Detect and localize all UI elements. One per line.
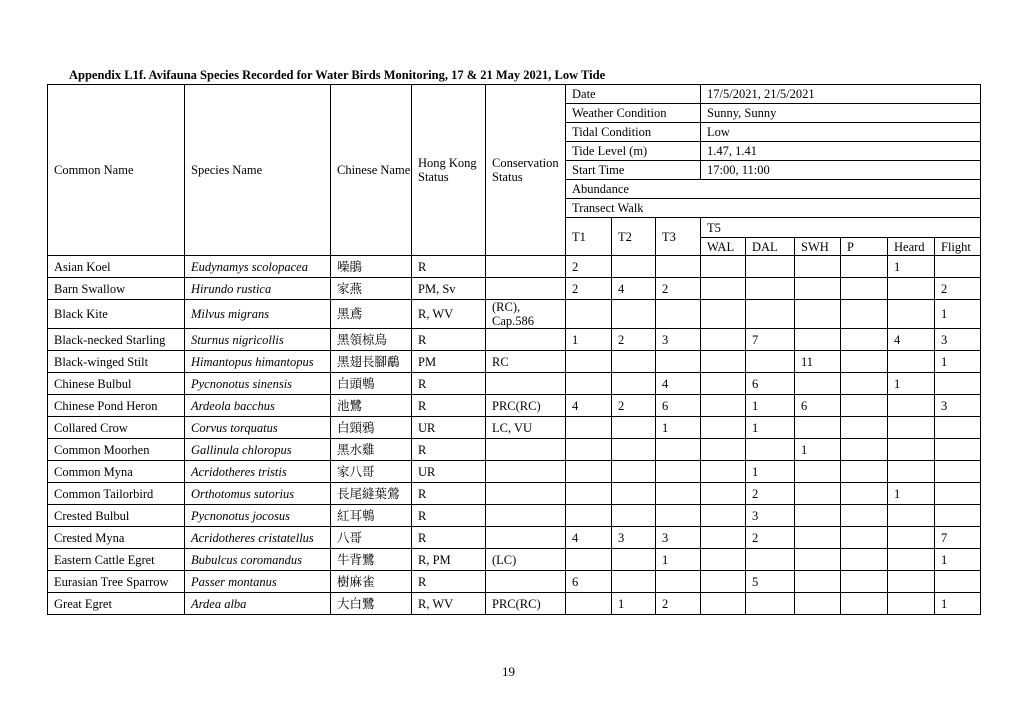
cell-swh [795,278,841,300]
cell-p [841,373,888,395]
cell-p [841,329,888,351]
cell-wal [701,300,746,329]
cell-t1: 2 [566,278,612,300]
cell-cons [486,505,566,527]
header-t5: T5 [701,218,981,238]
header-p: P [841,238,888,256]
cell-t1 [566,483,612,505]
cell-t3 [656,571,701,593]
cell-t2 [612,483,656,505]
table-row [48,439,981,461]
cell-swh [795,329,841,351]
cell-p [841,351,888,373]
cell-chinese: 黑領椋鳥 [331,329,412,351]
cell-hk: UR [412,461,486,483]
cell-wal [701,395,746,417]
cell-wal [701,527,746,549]
cell-swh: 6 [795,395,841,417]
cell-species: Pycnonotus jocosus [185,505,331,527]
cell-flight: 7 [935,527,981,549]
cell-chinese: 白頭鵯 [331,373,412,395]
cell-cons: PRC(RC) [486,395,566,417]
start-time-label: Start Time [566,161,701,180]
tidal-value: Low [701,123,981,142]
table-title: Appendix L1f. Avifauna Species Recorded for Water Birds Monitoring, 17 & 21 May 2021, Low Tide [69,68,606,82]
cell-heard [888,300,935,329]
cell-common: Crested Myna [48,527,185,549]
cell-swh [795,373,841,395]
table-row [48,417,981,439]
cell-dal [746,593,795,615]
cell-cons [486,483,566,505]
cell-species: Acridotheres cristatellus [185,527,331,549]
cell-t3: 1 [656,417,701,439]
table-row [48,593,981,615]
cell-common: Chinese Bulbul [48,373,185,395]
table-row [48,571,981,593]
cell-flight [935,461,981,483]
cell-hk: R [412,439,486,461]
cell-common: Black-winged Stilt [48,351,185,373]
table-row [48,527,981,549]
cell-wal [701,505,746,527]
cell-chinese: 紅耳鵯 [331,505,412,527]
cell-t3: 2 [656,593,701,615]
weather-label: Weather Condition [566,104,701,123]
cell-chinese: 長尾縫葉鶯 [331,483,412,505]
cell-swh [795,549,841,571]
header-common-name: Common Name [48,85,185,256]
cell-dal: 2 [746,483,795,505]
cell-swh [795,527,841,549]
cell-t1 [566,439,612,461]
cell-common: Crested Bulbul [48,505,185,527]
weather-value: Sunny, Sunny [701,104,981,123]
header-flight: Flight [935,238,981,256]
cell-t1 [566,300,612,329]
cell-swh: 1 [795,439,841,461]
cell-wal [701,373,746,395]
cell-p [841,300,888,329]
cell-wal [701,417,746,439]
cell-t2: 2 [612,395,656,417]
cell-flight [935,256,981,278]
cell-wal [701,461,746,483]
cell-hk: R, WV [412,300,486,329]
cell-hk: R [412,256,486,278]
cell-common: Common Moorhen [48,439,185,461]
cell-flight: 2 [935,278,981,300]
cell-wal [701,278,746,300]
cell-wal [701,329,746,351]
cell-wal [701,549,746,571]
cell-t1: 4 [566,527,612,549]
cell-wal [701,483,746,505]
cell-wal [701,256,746,278]
cell-species: Ardea alba [185,593,331,615]
cell-t1 [566,549,612,571]
cell-heard [888,439,935,461]
cell-common: Eastern Cattle Egret [48,549,185,571]
cell-t3 [656,439,701,461]
cell-flight [935,439,981,461]
cell-heard [888,549,935,571]
cell-heard [888,461,935,483]
cell-cons: RC [486,351,566,373]
cell-t3 [656,505,701,527]
header-t1: T1 [566,218,612,256]
cell-chinese: 噪鵑 [331,256,412,278]
cell-species: Orthotomus sutorius [185,483,331,505]
cell-dal: 6 [746,373,795,395]
cell-dal [746,256,795,278]
cell-t1 [566,593,612,615]
cell-chinese: 八哥 [331,527,412,549]
cell-dal [746,549,795,571]
cell-swh [795,483,841,505]
cell-heard [888,571,935,593]
header-swh: SWH [795,238,841,256]
cell-cons [486,373,566,395]
cell-p [841,505,888,527]
cell-dal: 2 [746,527,795,549]
cell-flight [935,505,981,527]
cell-cons: (RC), Cap.586 [486,300,566,329]
cell-p [841,256,888,278]
cell-heard [888,527,935,549]
cell-p [841,571,888,593]
cell-t2 [612,439,656,461]
cell-common: Black Kite [48,300,185,329]
cell-dal [746,300,795,329]
header-t2: T2 [612,218,656,256]
cell-hk: R [412,395,486,417]
cell-hk: PM [412,351,486,373]
cell-dal [746,439,795,461]
cell-dal: 5 [746,571,795,593]
cell-species: Himantopus himantopus [185,351,331,373]
header-t3: T3 [656,218,701,256]
cell-flight [935,373,981,395]
cell-hk: UR [412,417,486,439]
cell-species: Hirundo rustica [185,278,331,300]
cell-wal [701,571,746,593]
cell-species: Bubulcus coromandus [185,549,331,571]
cell-species: Sturnus nigricollis [185,329,331,351]
cell-flight: 1 [935,549,981,571]
cell-hk: R [412,527,486,549]
cell-heard [888,505,935,527]
cell-t2 [612,549,656,571]
cell-flight [935,483,981,505]
cell-flight: 1 [935,300,981,329]
cell-heard: 1 [888,483,935,505]
table-row [48,300,981,329]
cell-hk: PM, Sv [412,278,486,300]
table-row [48,256,981,278]
cell-t3 [656,461,701,483]
cell-cons [486,256,566,278]
cell-common: Chinese Pond Heron [48,395,185,417]
cell-p [841,395,888,417]
cell-t1 [566,505,612,527]
cell-flight [935,417,981,439]
cell-flight: 1 [935,351,981,373]
cell-swh [795,417,841,439]
cell-swh: 11 [795,351,841,373]
cell-t1: 4 [566,395,612,417]
cell-flight: 3 [935,329,981,351]
header-wal: WAL [701,238,746,256]
cell-t1 [566,351,612,373]
cell-t3: 4 [656,373,701,395]
page-number: 19 [502,664,515,679]
cell-flight: 3 [935,395,981,417]
cell-t3: 3 [656,527,701,549]
table-row [48,278,981,300]
cell-swh [795,461,841,483]
cell-t2: 3 [612,527,656,549]
cell-wal [701,593,746,615]
cell-chinese: 家八哥 [331,461,412,483]
cell-chinese: 黑水雞 [331,439,412,461]
cell-flight [935,571,981,593]
cell-common: Asian Koel [48,256,185,278]
cell-chinese: 樹麻雀 [331,571,412,593]
cell-hk: R [412,329,486,351]
cell-chinese: 黑翅長腳鷸 [331,351,412,373]
table-row [48,373,981,395]
table-row [48,505,981,527]
cell-p [841,278,888,300]
cell-hk: R [412,373,486,395]
cell-hk: R [412,483,486,505]
cell-t1: 6 [566,571,612,593]
cell-t2: 1 [612,593,656,615]
cell-t2: 4 [612,278,656,300]
cell-heard [888,351,935,373]
cell-wal [701,351,746,373]
abundance-label: Abundance [566,180,981,199]
cell-t3 [656,256,701,278]
cell-heard: 1 [888,373,935,395]
cell-p [841,417,888,439]
cell-species: Ardeola bacchus [185,395,331,417]
cell-hk: R, PM [412,549,486,571]
cell-t2 [612,417,656,439]
cell-t3: 1 [656,549,701,571]
cell-t2: 2 [612,329,656,351]
cell-p [841,527,888,549]
table-row [48,549,981,571]
cell-heard [888,417,935,439]
cell-t3: 2 [656,278,701,300]
cell-wal [701,439,746,461]
cell-chinese: 大白鷺 [331,593,412,615]
cell-t1: 2 [566,256,612,278]
cell-t3 [656,351,701,373]
cell-cons: LC, VU [486,417,566,439]
tidal-label: Tidal Condition [566,123,701,142]
cell-swh [795,593,841,615]
cell-p [841,593,888,615]
cell-p [841,549,888,571]
cell-common: Collared Crow [48,417,185,439]
start-time-value: 17:00, 11:00 [701,161,981,180]
table-row [48,483,981,505]
cell-p [841,483,888,505]
cell-t2 [612,256,656,278]
cell-t1 [566,373,612,395]
cell-t3: 3 [656,329,701,351]
table-row [48,329,981,351]
tide-level-value: 1.47, 1.41 [701,142,981,161]
cell-p [841,439,888,461]
cell-species: Acridotheres tristis [185,461,331,483]
cell-dal: 1 [746,395,795,417]
cell-species: Pycnonotus sinensis [185,373,331,395]
cell-common: Great Egret [48,593,185,615]
cell-hk: R, WV [412,593,486,615]
species-table [47,84,981,615]
cell-common: Common Tailorbird [48,483,185,505]
cell-swh [795,505,841,527]
cell-species: Corvus torquatus [185,417,331,439]
cell-p [841,461,888,483]
cell-hk: R [412,505,486,527]
header-heard: Heard [888,238,935,256]
table-row [48,351,981,373]
cell-common: Black-necked Starling [48,329,185,351]
cell-cons [486,439,566,461]
cell-dal [746,351,795,373]
cell-chinese: 家燕 [331,278,412,300]
cell-flight: 1 [935,593,981,615]
cell-cons [486,527,566,549]
cell-common: Eurasian Tree Sparrow [48,571,185,593]
cell-dal: 1 [746,461,795,483]
cell-t1: 1 [566,329,612,351]
cell-common: Common Myna [48,461,185,483]
cell-species: Gallinula chloropus [185,439,331,461]
cell-t2 [612,461,656,483]
cell-swh [795,256,841,278]
cell-t1 [566,461,612,483]
header-species-name: Species Name [185,85,331,256]
cell-cons [486,571,566,593]
cell-dal: 3 [746,505,795,527]
cell-heard: 4 [888,329,935,351]
cell-species: Milvus migrans [185,300,331,329]
header-hk-status: Hong Kong Status [412,85,486,256]
cell-swh [795,571,841,593]
cell-t3 [656,300,701,329]
cell-species: Eudynamys scolopacea [185,256,331,278]
transect-walk-label: Transect Walk [566,199,981,218]
tide-level-label: Tide Level (m) [566,142,701,161]
cell-t2 [612,373,656,395]
cell-t1 [566,417,612,439]
cell-swh [795,300,841,329]
cell-dal [746,278,795,300]
cell-heard [888,278,935,300]
cell-chinese: 牛背鷺 [331,549,412,571]
cell-heard [888,593,935,615]
cell-cons [486,278,566,300]
table-row [48,395,981,417]
cell-common: Barn Swallow [48,278,185,300]
cell-cons [486,329,566,351]
header-chinese-name: Chinese Name [331,85,412,256]
cell-chinese: 白頸鴉 [331,417,412,439]
cell-t3 [656,483,701,505]
cell-t2 [612,300,656,329]
cell-cons: PRC(RC) [486,593,566,615]
cell-dal: 1 [746,417,795,439]
cell-heard: 1 [888,256,935,278]
header-dal: DAL [746,238,795,256]
table-row [48,461,981,483]
cell-t2 [612,505,656,527]
cell-t2 [612,571,656,593]
cell-t3: 6 [656,395,701,417]
cell-heard [888,395,935,417]
cell-hk: R [412,571,486,593]
cell-chinese: 黑鳶 [331,300,412,329]
date-label: Date [566,85,701,104]
cell-cons: (LC) [486,549,566,571]
cell-chinese: 池鷺 [331,395,412,417]
cell-species: Passer montanus [185,571,331,593]
cell-dal: 7 [746,329,795,351]
cell-cons [486,461,566,483]
date-value: 17/5/2021, 21/5/2021 [701,85,981,104]
header-conservation-status: Conservation Status [486,85,566,256]
cell-t2 [612,351,656,373]
